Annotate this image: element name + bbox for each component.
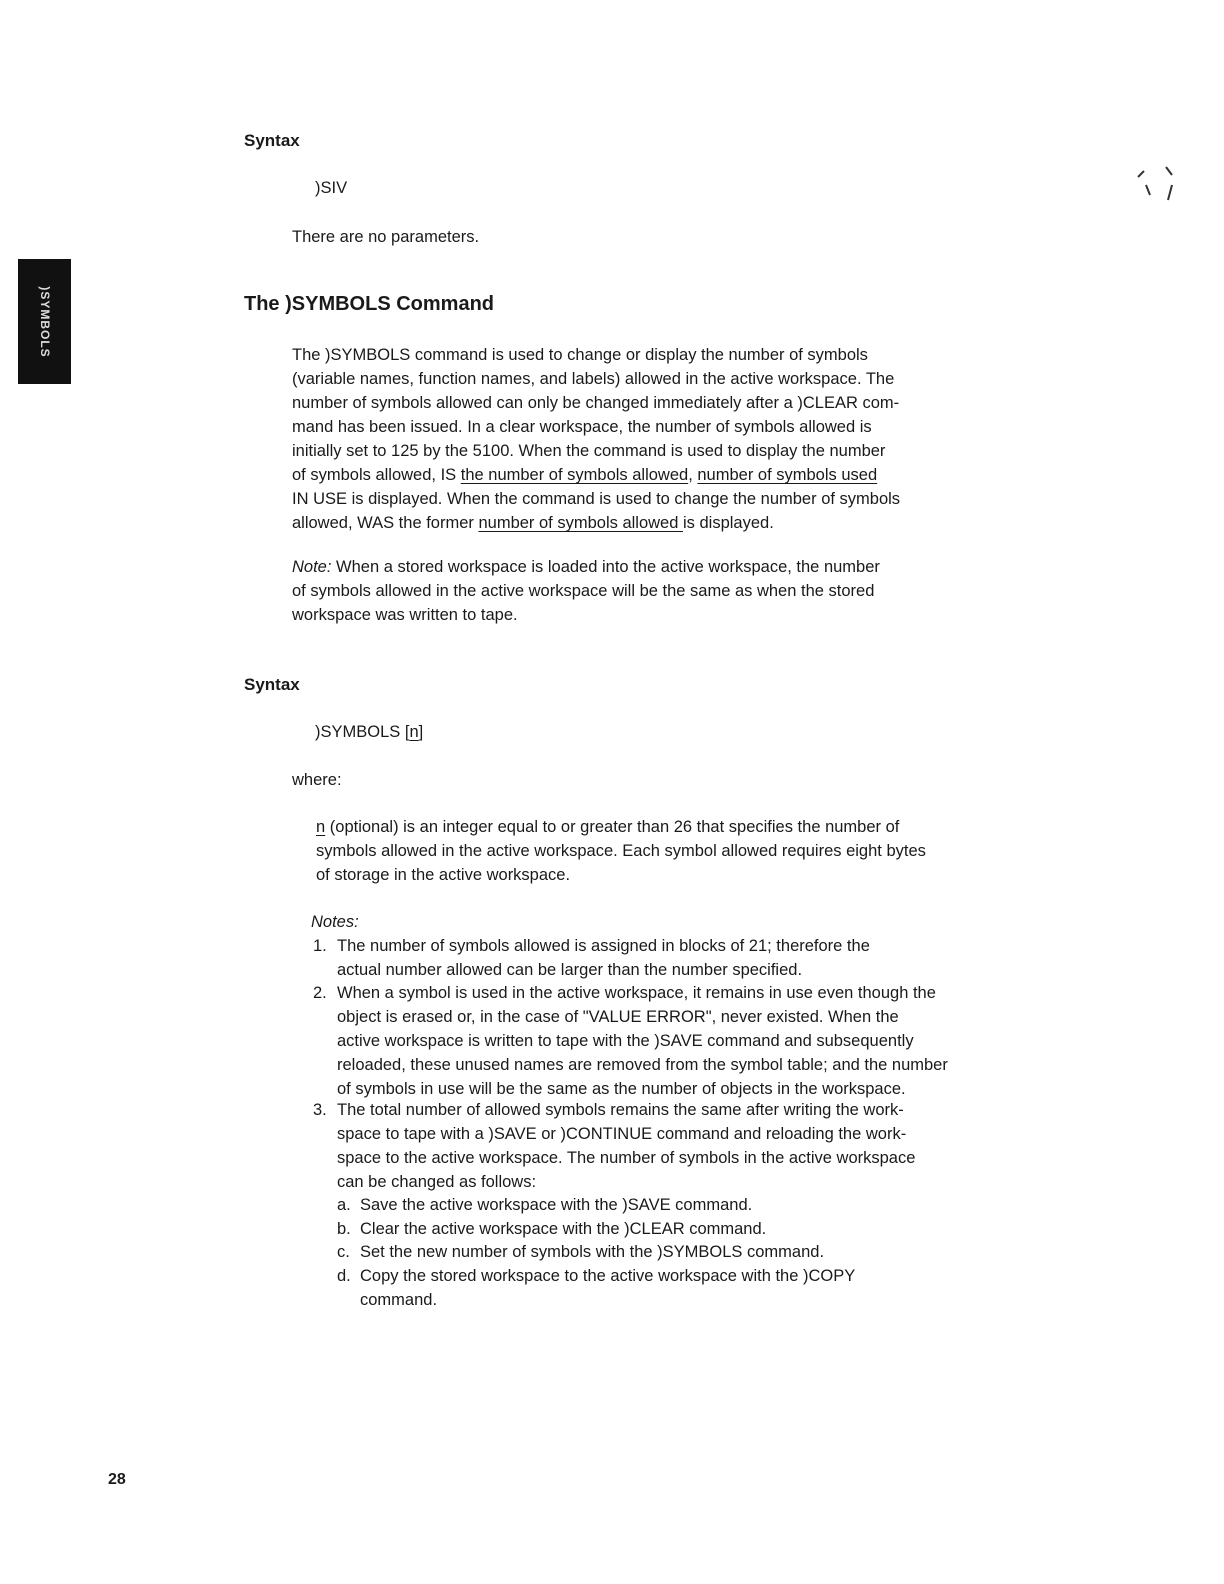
side-tab: [18, 259, 71, 384]
para-line: The )SYMBOLS command is used to change or display the number of symbols: [292, 346, 868, 364]
para-line: [292, 511, 1012, 535]
note-item-line: The number of symbols allowed is assigned in blocks of 21; therefore the: [337, 937, 870, 955]
note-line: [292, 555, 1012, 579]
para-line: mand has been issued. In a clear workspace, the number of symbols allowed is: [292, 418, 872, 436]
param-line: [316, 815, 1016, 839]
description-paragraph: [292, 343, 1012, 535]
sub-item-line: Save the active workspace with the )SAVE command.: [360, 1196, 753, 1214]
note-item-line: space to the active workspace. The number of symbols in the active workspace: [337, 1149, 916, 1167]
para-line: (variable names, function names, and labels) allowed in the active workspace. The: [292, 370, 895, 388]
notes-label: Notes:: [311, 913, 359, 931]
sub-item-line: Set the new number of symbols with the )SYMBOLS command.: [360, 1243, 825, 1261]
param-line: symbols allowed in the active workspace. Each symbol allowed requires eight bytes: [316, 842, 926, 860]
note-item-line: actual number allowed can be larger than the number specified.: [337, 961, 803, 979]
param-line: of storage in the active workspace.: [316, 866, 571, 884]
para-text: ,: [688, 466, 698, 484]
note-number: 1.: [313, 937, 327, 955]
note-item-line: When a symbol is used in the active workspace, it remains in use even though the: [337, 984, 936, 1002]
sub-item-letter: c.: [337, 1243, 350, 1261]
note-item-line: space to tape with a )SAVE or )CONTINUE command and reloading the work-: [337, 1125, 907, 1143]
note-item-line: active workspace is written to tape with the )SAVE command and subsequently: [337, 1032, 914, 1050]
underlined-term: number of symbols used: [697, 466, 878, 484]
scan-artifact-icon: [1130, 155, 1190, 215]
sub-item-letter: b.: [337, 1220, 351, 1238]
param-text: (optional) is an integer equal to or greater than 26 that specifies the number of: [325, 818, 900, 836]
command-text: ]: [418, 723, 424, 741]
para-line: IN USE is displayed. When the command is used to change the number of symbols: [292, 490, 901, 508]
note-item-line: reloaded, these unused names are removed from the symbol table; and the number: [337, 1056, 948, 1074]
siv-syntax-label: Syntax: [244, 131, 300, 150]
side-tab-label: )SYMBOLS: [37, 285, 52, 358]
underlined-term: the number of symbols allowed: [460, 466, 689, 484]
note-number: 2.: [313, 984, 327, 1002]
param-name: n: [316, 818, 326, 836]
note-item: [337, 934, 1007, 982]
para-line: [292, 463, 1012, 487]
command-text: )SYMBOLS [: [315, 723, 410, 741]
sub-item-line: command.: [360, 1291, 438, 1309]
symbols-syntax-label: Syntax: [244, 675, 300, 694]
sub-item-line: Clear the active workspace with the )CLEAR command.: [360, 1220, 767, 1238]
note-text: When a stored workspace is loaded into the active workspace, the number: [331, 558, 880, 576]
note-item: [337, 1098, 1007, 1194]
para-text: of symbols allowed, IS: [292, 466, 461, 484]
sub-item: [360, 1264, 1000, 1312]
siv-command: )SIV: [315, 179, 348, 197]
param-description: [316, 815, 1016, 887]
symbols-command: [315, 720, 423, 744]
note-item-line: can be changed as follows:: [337, 1173, 537, 1191]
command-param: n: [409, 723, 419, 741]
page-number: 28: [108, 1471, 126, 1488]
para-text: allowed, WAS the former: [292, 514, 479, 532]
sub-item-letter: a.: [337, 1196, 351, 1214]
note-line: of symbols allowed in the active workspace will be the same as when the stored: [292, 582, 875, 600]
note-block: [292, 555, 1012, 627]
note-item-line: of symbols in use will be the same as the number of objects in the workspace.: [337, 1080, 906, 1098]
underlined-term: number of symbols allowed: [478, 514, 683, 532]
note-number: 3.: [313, 1101, 327, 1119]
note-line: workspace was written to tape.: [292, 606, 518, 624]
para-line: initially set to 125 by the 5100. When the command is used to display the number: [292, 442, 886, 460]
note-item: [337, 981, 1007, 1101]
note-label: Note:: [292, 558, 332, 576]
sub-item-line: Copy the stored workspace to the active workspace with the )COPY: [360, 1267, 856, 1285]
sub-item-letter: d.: [337, 1267, 351, 1285]
where-label: where:: [292, 771, 342, 789]
siv-params: There are no parameters.: [292, 228, 480, 246]
para-text: is displayed.: [682, 514, 774, 532]
para-line: number of symbols allowed can only be changed immediately after a )CLEAR com-: [292, 394, 900, 412]
note-item-line: The total number of allowed symbols remains the same after writing the work-: [337, 1101, 904, 1119]
section-heading: The )SYMBOLS Command: [244, 293, 495, 315]
note-item-line: object is erased or, in the case of "VALUE ERROR", never existed. When the: [337, 1008, 899, 1026]
